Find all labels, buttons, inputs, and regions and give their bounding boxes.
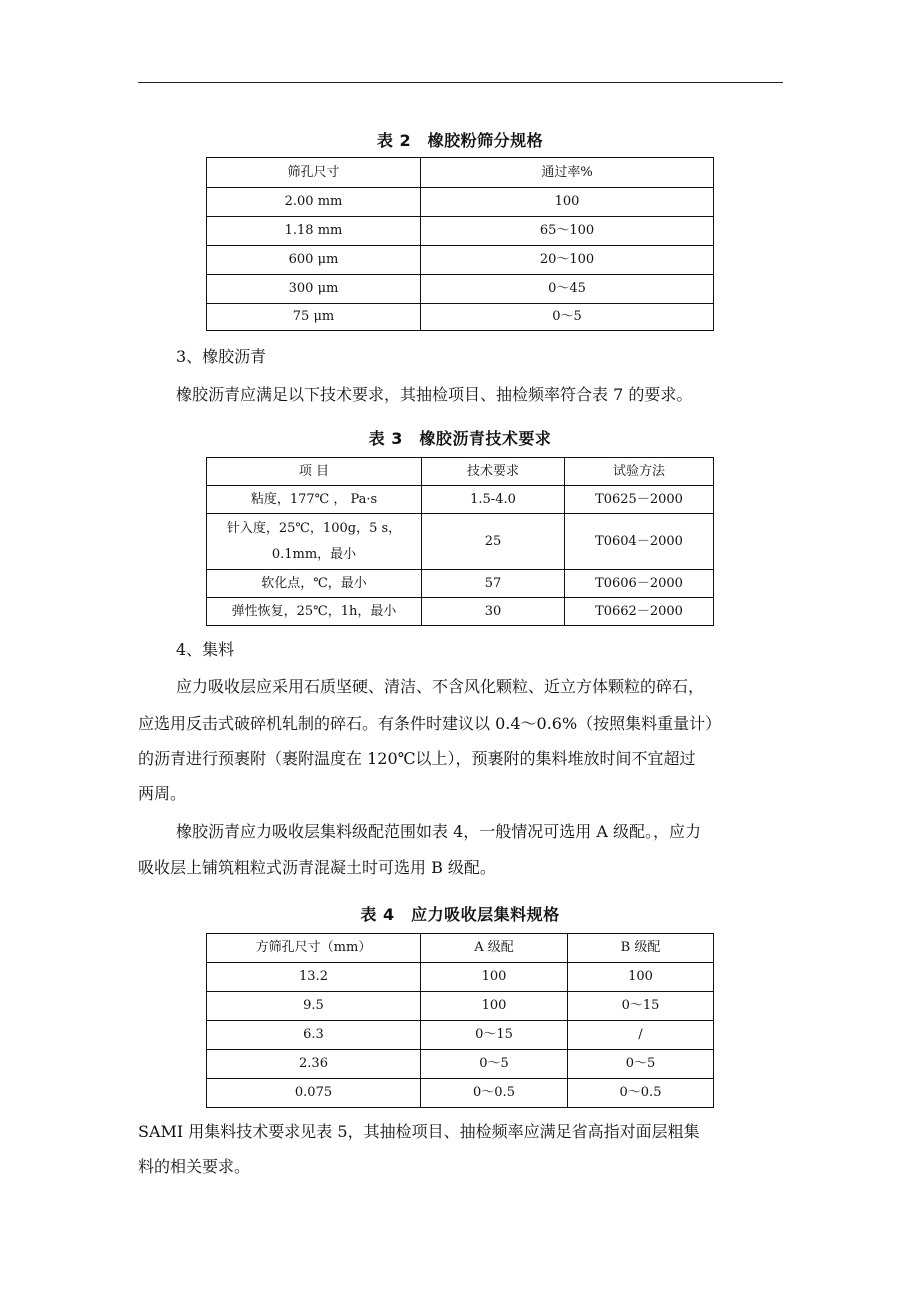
table-row bbox=[207, 188, 714, 217]
table4-header-cell: A 级配 bbox=[421, 934, 568, 963]
table-row bbox=[207, 514, 714, 570]
table2 bbox=[206, 157, 714, 331]
table-cell: 100 bbox=[568, 963, 714, 992]
table-cell: T0625－2000 bbox=[565, 486, 714, 514]
table-cell: 100 bbox=[421, 963, 568, 992]
table-row bbox=[207, 486, 714, 514]
table2-caption: 表 2 橡胶粉筛分规格 bbox=[376, 131, 544, 150]
table-cell: 100 bbox=[421, 992, 568, 1021]
table2-header-cell: 筛孔尺寸 bbox=[207, 158, 421, 188]
section4-para1-line: 的沥青进行预裹附（裹附温度在 120℃以上），预裹附的集料堆放时间不宜超过 bbox=[138, 749, 696, 768]
table-row bbox=[207, 963, 714, 992]
header-rule bbox=[138, 82, 783, 83]
table-cell: 30 bbox=[422, 598, 565, 626]
table-cell: 13.2 bbox=[207, 963, 421, 992]
table-row bbox=[207, 1021, 714, 1050]
table-cell: 0～15 bbox=[421, 1021, 568, 1050]
table-cell: 1.18 mm bbox=[207, 217, 421, 246]
table2-header-cell: 通过率% bbox=[421, 158, 714, 188]
table-cell: 0～5 bbox=[568, 1050, 714, 1079]
table-cell: 粘度，177℃ ， Pa·s bbox=[207, 486, 422, 514]
table-cell: 弹性恢复，25℃，1h，最小 bbox=[207, 598, 422, 626]
table-cell: 0～5 bbox=[421, 304, 714, 331]
table-cell: 9.5 bbox=[207, 992, 421, 1021]
table-cell: 25 bbox=[422, 514, 565, 570]
table4-caption: 表 4 应力吸收层集料规格 bbox=[360, 905, 560, 924]
table3-caption: 表 3 橡胶沥青技术要求 bbox=[368, 429, 552, 448]
section4-para1-line: 两周。 bbox=[138, 784, 187, 803]
table3 bbox=[206, 457, 714, 626]
table-row bbox=[207, 304, 714, 331]
table-row bbox=[207, 246, 714, 275]
table3-header-cell: 项 目 bbox=[207, 458, 422, 486]
section4-para2-line: 橡胶沥青应力吸收层集料级配范围如表 4，一般情况可选用 A 级配。，应力 bbox=[176, 822, 701, 841]
table-cell: 20～100 bbox=[421, 246, 714, 275]
table-cell: / bbox=[568, 1021, 714, 1050]
table-cell: 6.3 bbox=[207, 1021, 421, 1050]
section4-para2-line: 吸收层上铺筑粗粒式沥青混凝土时可选用 B 级配。 bbox=[138, 858, 496, 877]
table-cell: T0606－2000 bbox=[565, 570, 714, 598]
table-cell: 2.00 mm bbox=[207, 188, 421, 217]
table3-header-cell: 技术要求 bbox=[422, 458, 565, 486]
table4 bbox=[206, 933, 714, 1108]
table-cell: 针入度，25℃，100g，5 s，0.1mm，最小 bbox=[207, 514, 422, 570]
table-row bbox=[207, 598, 714, 626]
table-cell: 100 bbox=[421, 188, 714, 217]
table-cell: 0～5 bbox=[421, 1050, 568, 1079]
table3-header-cell: 试验方法 bbox=[565, 458, 714, 486]
table-cell: T0662－2000 bbox=[565, 598, 714, 626]
table4-header-cell: 方筛孔尺寸（mm） bbox=[207, 934, 421, 963]
closing-line: 料的相关要求。 bbox=[138, 1157, 251, 1176]
table-row bbox=[207, 275, 714, 304]
table-cell: 软化点，℃，最小 bbox=[207, 570, 422, 598]
section4-para1-line: 应选用反击式破碎机轧制的碎石。有条件时建议以 0.4～0.6%（按照集料重量计） bbox=[138, 714, 722, 733]
table-cell: 65～100 bbox=[421, 217, 714, 246]
closing-line: SAMI 用集料技术要求见表 5，其抽检项目、抽检频率应满足省高指对面层粗集 bbox=[138, 1122, 700, 1141]
table-cell: 0.075 bbox=[207, 1079, 421, 1108]
table-cell: 0～45 bbox=[421, 275, 714, 304]
table-cell: 0～0.5 bbox=[421, 1079, 568, 1108]
table-cell: T0604－2000 bbox=[565, 514, 714, 570]
table-row bbox=[207, 992, 714, 1021]
table-cell: 600 μm bbox=[207, 246, 421, 275]
section4-heading: 4、集料 bbox=[176, 640, 235, 659]
table-cell: 2.36 bbox=[207, 1050, 421, 1079]
table-row bbox=[207, 1079, 714, 1108]
table-cell: 57 bbox=[422, 570, 565, 598]
section3-text: 橡胶沥青应满足以下技术要求，其抽检项目、抽检频率符合表 7 的要求。 bbox=[176, 385, 693, 404]
table-row bbox=[207, 217, 714, 246]
section3-heading: 3、橡胶沥青 bbox=[176, 347, 267, 366]
section4-para1-line: 应力吸收层应采用石质坚硬、清洁、不含风化颗粒、近立方体颗粒的碎石， bbox=[176, 677, 705, 696]
table-row bbox=[207, 1050, 714, 1079]
table4-header-cell: B 级配 bbox=[568, 934, 714, 963]
table-cell: 0～15 bbox=[568, 992, 714, 1021]
table-cell: 0～0.5 bbox=[568, 1079, 714, 1108]
table-cell: 300 μm bbox=[207, 275, 421, 304]
table-cell: 75 μm bbox=[207, 304, 421, 331]
table-cell: 1.5-4.0 bbox=[422, 486, 565, 514]
table-row bbox=[207, 570, 714, 598]
